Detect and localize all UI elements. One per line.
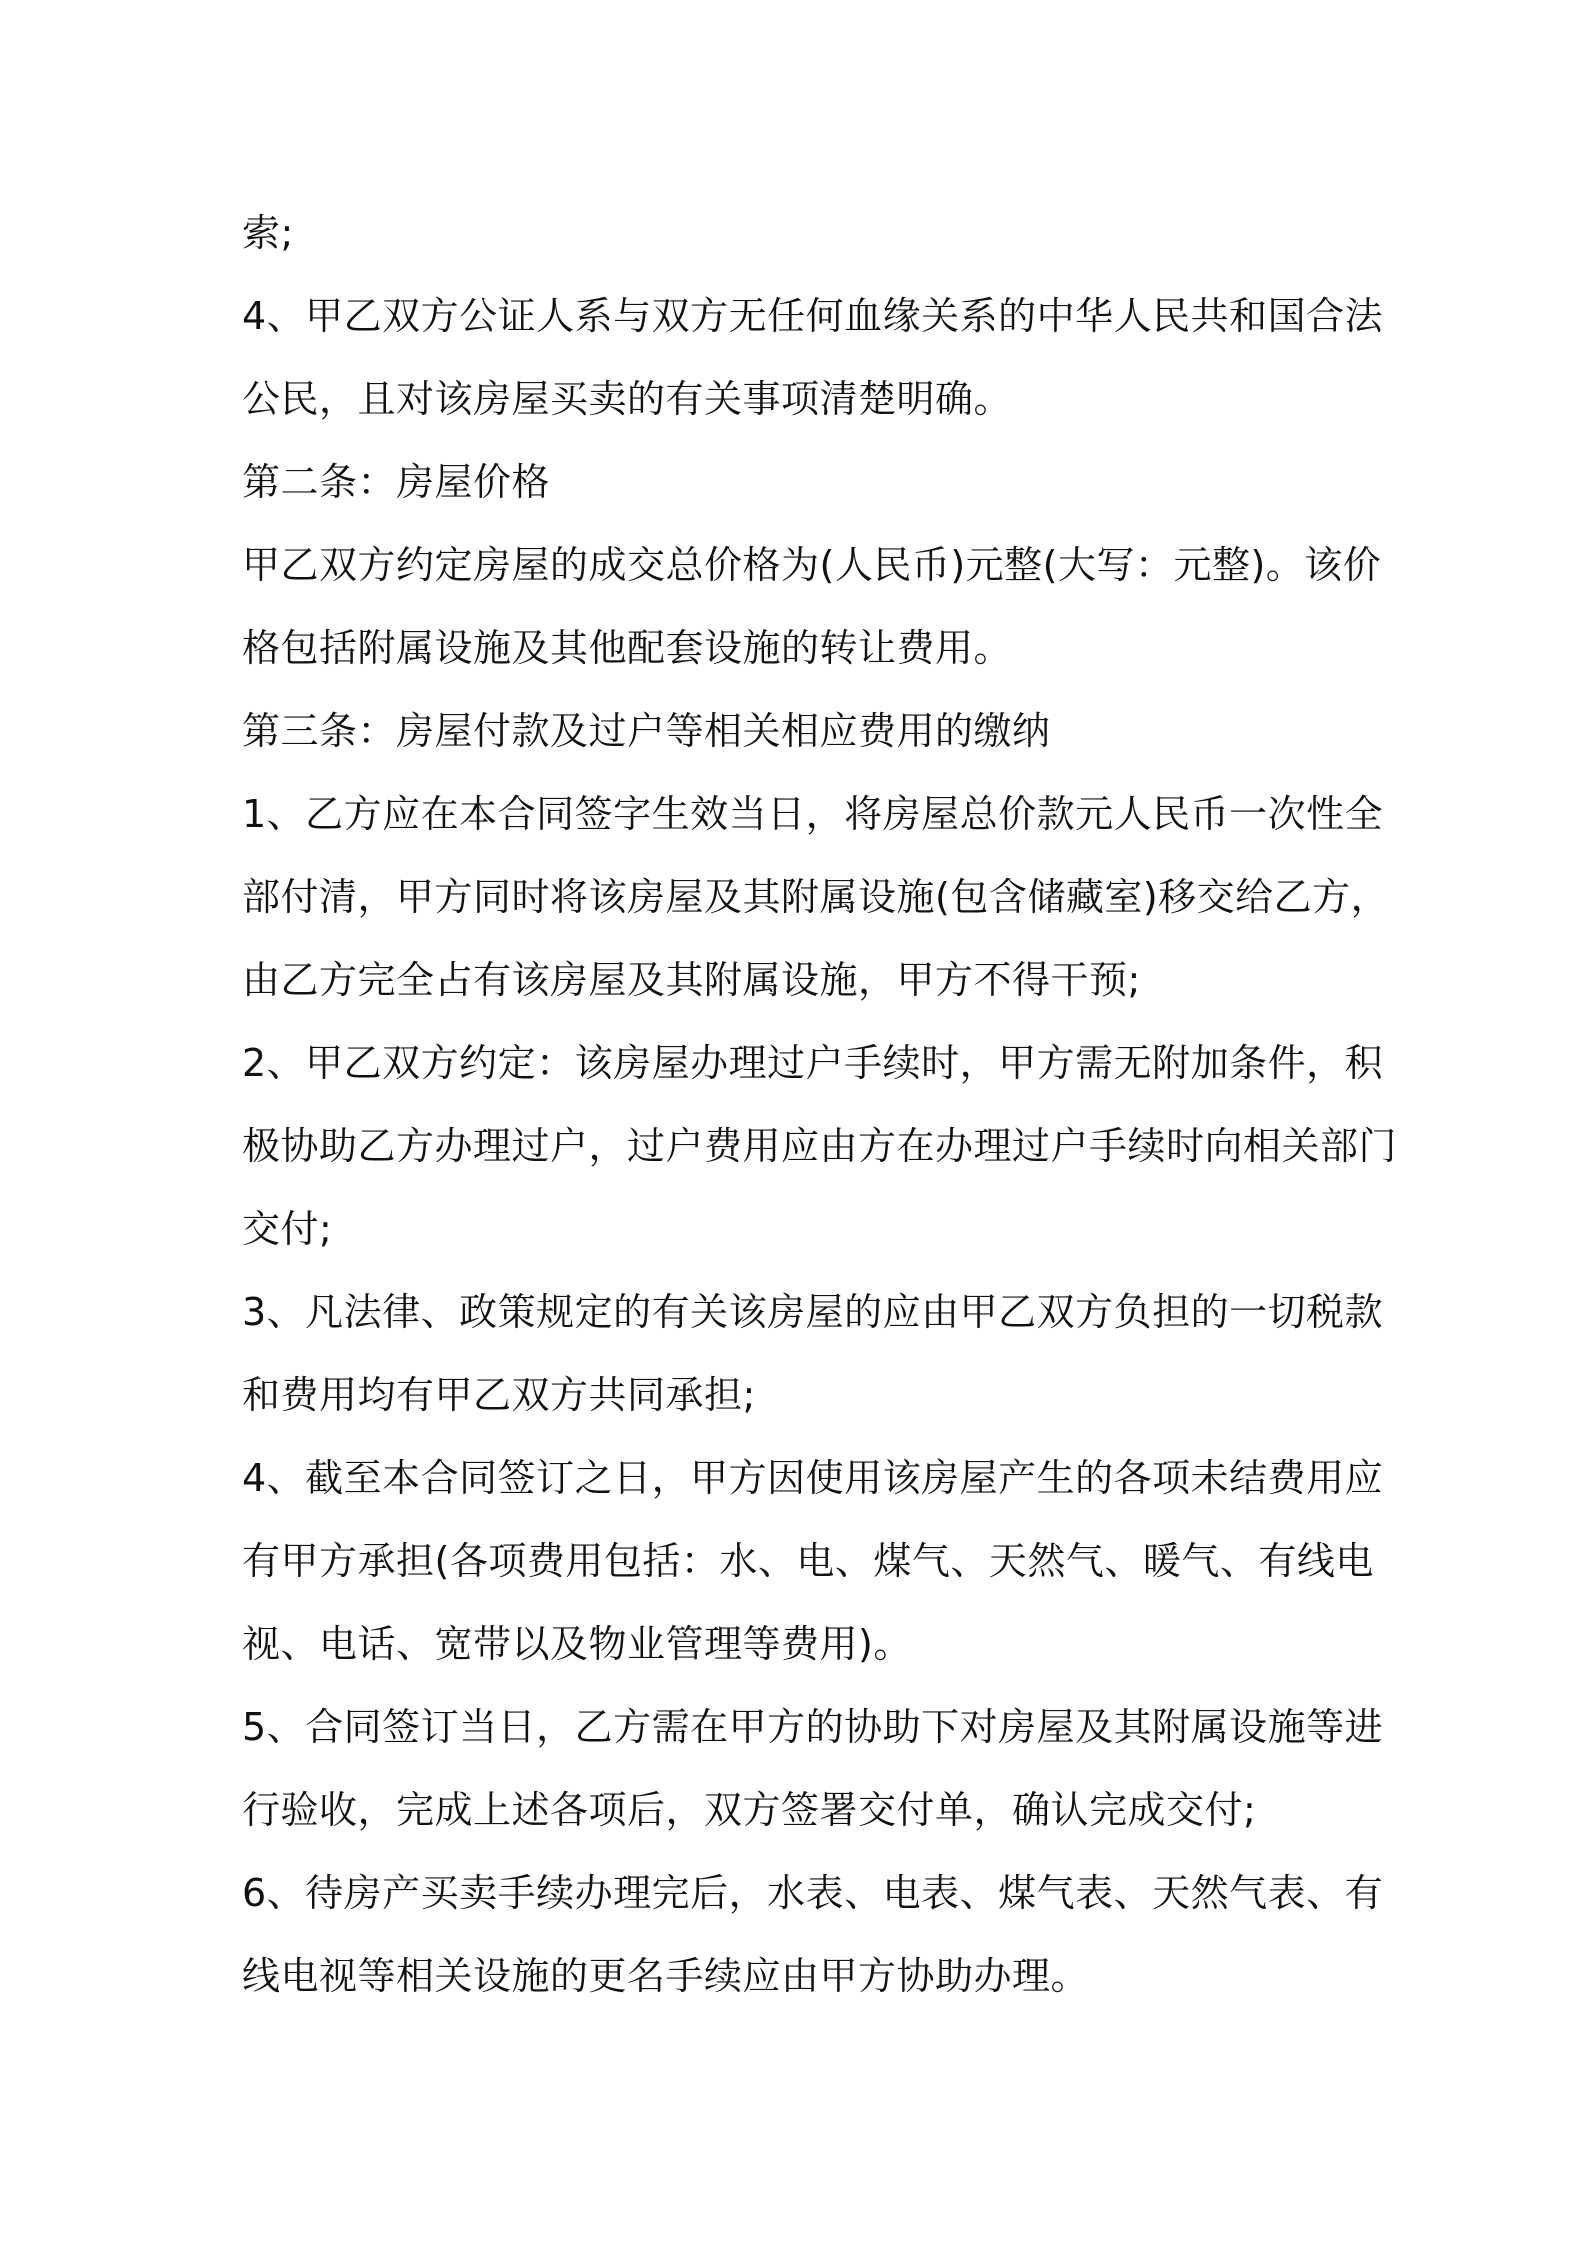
text-line: 交付;: [242, 1207, 333, 1251]
text-line: 极协助乙方办理过户，过户费用应由方在办理过户手续时向相关部门: [242, 1124, 1398, 1168]
text-line: 4、甲乙双方公证人系与双方无任何血缘关系的中华人民共和国合法: [242, 294, 1384, 338]
text-line: 和费用均有甲乙双方共同承担;: [242, 1373, 756, 1417]
text-line: 格包括附属设施及其他配套设施的转让费用。: [242, 626, 1013, 670]
section-heading-price: 第二条：房屋价格: [242, 460, 551, 504]
text-line: 行验收，完成上述各项后，双方签署交付单，确认完成交付;: [242, 1788, 1257, 1832]
text-line: 6、待房产买卖手续办理完后，水表、电表、煤气表、天然气表、有: [242, 1871, 1384, 1915]
section-heading-payment: 第三条：房屋付款及过户等相关相应费用的缴纳: [242, 709, 1051, 753]
text-line: 甲乙双方约定房屋的成交总价格为(人民币)元整(大写：元整)。该价: [242, 543, 1382, 587]
text-line: 线电视等相关设施的更名手续应由甲方协助办理。: [242, 1954, 1090, 1998]
contract-text: [242, 192, 1398, 2018]
text-line: 1、乙方应在本合同签字生效当日，将房屋总价款元人民币一次性全: [242, 792, 1384, 836]
text-line: 由乙方完全占有该房屋及其附属设施，甲方不得干预;: [242, 958, 1141, 1002]
text-line: 公民，且对该房屋买卖的有关事项清楚明确。: [242, 377, 1013, 421]
text-line: 有甲方承担(各项费用包括：水、电、煤气、天然气、暖气、有线电: [242, 1539, 1374, 1583]
text-line: 部付清，甲方同时将该房屋及其附属设施(包含储藏室)移交给乙方，: [242, 875, 1390, 919]
text-line: 2、甲乙双方约定：该房屋办理过户手续时，甲方需无附加条件，积: [242, 1041, 1384, 1085]
text-line: 3、凡法律、政策规定的有关该房屋的应由甲乙双方负担的一切税款: [242, 1290, 1384, 1334]
text-line: 4、截至本合同签订之日，甲方因使用该房屋产生的各项未结费用应: [242, 1456, 1384, 1500]
text-line: 索;: [242, 211, 294, 255]
text-line: 视、电话、宽带以及物业管理等费用)。: [242, 1622, 912, 1666]
text-line: 5、合同签订当日，乙方需在甲方的协助下对房屋及其附属设施等进: [242, 1705, 1384, 1749]
